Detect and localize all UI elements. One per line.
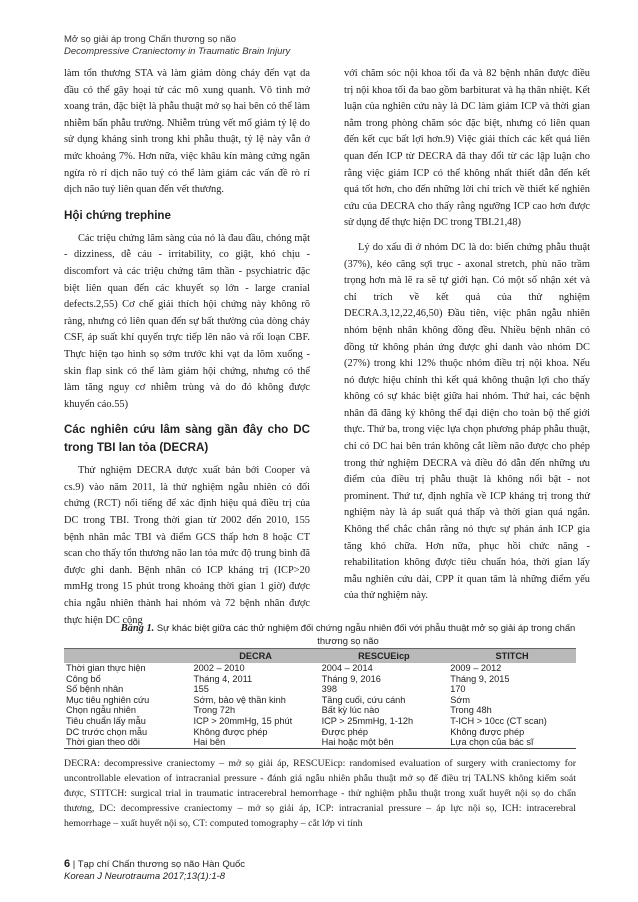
- table-cell: Thời gian thực hiện: [66, 663, 146, 673]
- left-paragraph-3: Thử nghiệm DECRA được xuất bản bởi Cooper và cs.9) vào năm 2011, là thử nghiệm ngẫu nhiên có đối chứng (RCT) nổi tiếng để xác định hiệu quả điều trị của DC trong TBI. Trong thời gian từ 2002 đến 2010, 155 bệnh nhân mắc TBI và điểm GCS thấp hơn 8 hoặc CT scan cho thấy tổn thương não lan tỏa mức độ trung bình đã được ghi danh. Bệnh nhân có ICP kháng trị (ICP>20 mmHg trong 15 phút trong khoảng thời gian 1 giờ) được chia ngẫu nhiên thành hai nhóm và 72 bệnh nhân được thực hiện DC cộng: [64, 465, 310, 626]
- table-cell: 398: [321, 684, 337, 695]
- table-cell: T-ICH > 10cc (CT scan): [450, 715, 547, 726]
- page-number: 6: [64, 858, 71, 870]
- table-cell: Tháng 9, 2015: [450, 673, 510, 684]
- table-cell: Không được phép: [450, 726, 525, 737]
- table-cell: 170: [450, 684, 466, 695]
- left-paragraph-1: làm tổn thương STA và làm giảm dòng chảy đến vạt da đầu có thể gây hoại tử các mô xung quanh. Vô tình mở xoang trán, đặc biệt là phẫu thuật mở sọ hai bên có thể làm nhiễm bẩn phẫu trường. Nhiễm trùng vết mổ giảm tỷ lệ do sử dụng kháng sinh trong khi phẫu thuật, tỷ lệ này vẫn ở mức khoảng 7%. Hơn nữa, việc khâu kín màng cứng ngăn ngừa rò rỉ dịch não tuỷ có thể làm giảm các vấn đề rò rỉ dịch não tuỷ liên quan đến vết thương.: [64, 68, 310, 196]
- table-header-cell: DECRA: [192, 649, 320, 664]
- footer-journal-en: Korean J Neurotrauma 2017;13(1):1-8: [64, 871, 226, 882]
- table-header-row: [64, 649, 576, 664]
- table-footnote: DECRA: decompressive craniectomy – mở sọ giải áp, RESCUEicp: randomised evaluation of surgery with craniectomy for uncontrollable elevation of intracranial pressure - đánh giá ngẫu nhiên phẫu thuật mở sọ để điều trị TALNS không kiểm soát được, STITCH: surgical trial in traumatic intracerebral hemorrhage - thử nghiệm phẫu thuật trong xuất huyết nội sọ do chấn thương, DC: decompressive craniectomy – mở sọ giải áp, ICP: intracranial pressure – áp lực nội sọ, ICH: intracerebral hemorrhage – xuất huyết nội sọ, CT: computed tomography – cắt lớp vi tính: [64, 758, 576, 829]
- table-row: [64, 705, 576, 716]
- table-cell: Số bệnh nhân: [66, 684, 124, 695]
- table-row: [64, 695, 576, 706]
- table-cell: 2004 – 2014: [321, 663, 373, 673]
- table-cell: Lựa chọn của bác sĩ: [448, 737, 576, 748]
- table-row: [64, 674, 576, 685]
- table-cell: Công bố: [66, 673, 101, 684]
- right-column: [344, 66, 590, 605]
- table-cell: Tháng 9, 2016: [321, 673, 381, 684]
- table-cell: Hai bên: [192, 737, 320, 748]
- table-row: [64, 663, 576, 674]
- table-header-cell: [64, 649, 192, 664]
- right-paragraph-2: Lý do xấu đi ở nhóm DC là do: biến chứng phẫu thuật (37%), kéo căng sợi trục - axonal stretch, phù não trầm trọng hơn mà lẽ ra sẽ tự giới hạn. Có một số nhận xét và chỉ trích về kết quả của thử nghiệm DECRA.3,12,22,46,50) Đầu tiên, việc phân ngẫu nhiên nhóm bệnh nhân không đồng đều. Nhiều bệnh nhân có đồng tử không phản ứng được ghi danh vào nhóm DC (27%) trong khi 12% thuộc nhóm điều trị nội khoa. Nếu nó được hiệu chỉnh thì kết quả không thuận lợi cho thấy không có sự khác biệt giữa hai nhóm. Thứ hai, các bệnh nhân đã đăng ký không thể đại diện cho toàn bộ thế giới thực. Thứ ba, trong việc lựa chọn phương pháp phẫu thuật, chỉ có DC hai bên trán không cắt liềm não được cho phép trong thử nghiệm DECRA và điều đó dẫn đến những ưu điểm của điều trị phẫu thuật là không nổi bật - not prominent. Thứ tư, định nghĩa về ICP kháng trị trong thử nghiệm này là áp suất quá thấp và thời gian quá ngắn. Không thể chắc chắn rằng nó thực sự phản ánh ICP gia tăng khó chữa. Hơn nữa, phục hồi chức năng - rehabilitation không được tiêu chuẩn hóa, thời gian lấy mẫu nghiên cứu dài, CPP ít quan tâm là những điểm yếu của thử nghiệm này.: [344, 241, 590, 602]
- table-cell: 155: [193, 684, 209, 695]
- table-cell: DC trước chọn mẫu: [66, 726, 148, 737]
- table-row: [64, 727, 576, 738]
- table-cell: Tháng 4, 2011: [193, 673, 253, 684]
- table-cell: Không được phép: [193, 726, 268, 737]
- table-cell: Bất kỳ lúc nào: [321, 705, 380, 716]
- running-header: [64, 34, 290, 58]
- footer-journal-vi: Tạp chí Chấn thương sọ não Hàn Quốc: [77, 859, 246, 870]
- left-paragraph-2: Các triệu chứng lâm sàng của nó là đau đầu, chóng mặt - dizziness, dễ cáu - irritability, co giật, khó chịu - discomfort và các triệu chứng tâm thần - psychiatric đặc biệt liên quan đến các khuyết sọ lớn - large cranial defects.2,55) Cơ chế giải thích hội chứng này không rõ ràng, nhưng có liên quan đến sự bất thường của dòng chảy CSF, áp suất khí quyển trực tiếp lên não và rối loạn CBF. Thực hiện tạo hình sọ sớm trước khi vạt da lõm xuống - skin flap sink có thể làm giảm hội chứng, nhưng có thể làm tăng nguy cơ nhiễm trùng và do đó không được khuyến cáo.55): [64, 232, 310, 410]
- table-cell: Được phép: [321, 726, 369, 737]
- table-row: [64, 684, 576, 695]
- table-cell: Mục tiêu nghiên cứu: [66, 694, 150, 705]
- table-header-cell: RESCUEicp: [320, 649, 449, 664]
- table-cell: 2002 – 2010: [193, 663, 245, 673]
- table-cell: Tiêu chuẩn lấy mẫu: [66, 715, 146, 726]
- table-cell: Sớm, bảo vệ thần kinh: [193, 694, 286, 705]
- table-row: [64, 716, 576, 727]
- table-cell: ICP > 25mmHg, 1-12h: [321, 715, 414, 726]
- table-caption: [110, 622, 586, 647]
- heading-decra: Các nghiên cứu lâm sàng gần đây cho DC trong TBI lan tỏa (DECRA): [64, 423, 310, 455]
- left-column: [64, 66, 310, 629]
- table-cell: Hai hoặc một bên: [320, 737, 449, 748]
- heading-trephine: Hội chứng trephine: [64, 208, 171, 222]
- table-cell: 2009 – 2012: [450, 663, 502, 673]
- table-cell: ICP > 20mmHg, 15 phút: [193, 715, 293, 726]
- table-cell: Sớm: [450, 694, 471, 705]
- table-row: [64, 737, 576, 748]
- table-header-cell: STITCH: [448, 649, 576, 664]
- table-caption-text: Sự khác biệt giữa các thử nghiệm đối chứng ngẫu nhiên đối với phẫu thuật mở sọ giải áp trong chấn thương sọ não: [156, 622, 576, 646]
- table-cell: Tầng cuối, cứu cánh: [321, 694, 406, 705]
- comparison-table: [64, 648, 576, 749]
- header-subtitle: Decompressive Craniectomy in Traumatic Brain Injury: [64, 46, 291, 57]
- table-caption-label: Bảng 1.: [120, 623, 155, 634]
- table-cell: Thời gian theo dõi: [64, 737, 192, 748]
- table-cell: Trong 48h: [450, 705, 492, 716]
- right-paragraph-1: với chăm sóc nội khoa tối đa và 82 bệnh nhân được điều trị nội khoa tối đa bao gồm barbiturat và hạ thân nhiệt. Kết luận của nghiên cứu này là DC làm giảm ICP và thời gian nằm trong phòng chăm sóc đặc biệt, nhưng có liên quan đến kết cục bất lợi hơn.9) Việc giải thích các kết quả liên quan đến ICP từ DECRA đã thay đổi từ các lập luận cho rằng việc giảm ICP có thể không nhất thiết dẫn đến kết quả tốt hơn, cho đến những lời chỉ trích về thiết kế nghiên cứu của DECRA cho thấy rằng ngưỡng ICP cao hơn được sử dụng để thực hiện DC trong TBI.21,48): [344, 68, 590, 229]
- header-title: Mở sọ giải áp trong Chấn thương sọ não: [64, 34, 236, 45]
- table-cell: Trong 72h: [193, 705, 236, 716]
- page-footer: 6 | Tạp chí Chấn thương sọ não Hàn Quốc Korean J Neurotrauma 2017;13(1):1-8: [64, 858, 246, 882]
- table-cell: Chọn ngẫu nhiên: [66, 705, 136, 716]
